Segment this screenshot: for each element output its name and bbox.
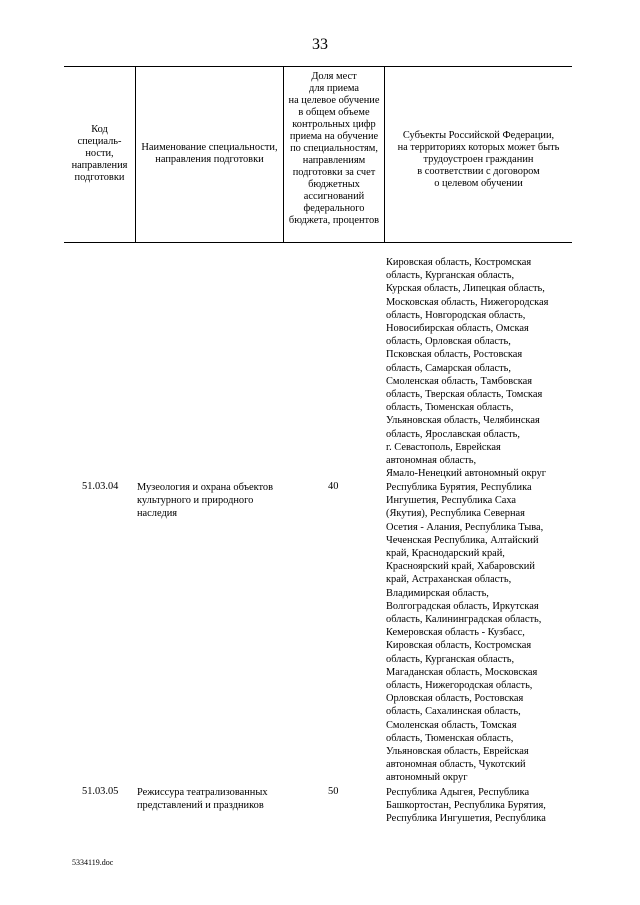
row-regions: Республика Адыгея, Республика Башкортостан, Республика Бурятия, Республика Ингушетия, Республика bbox=[386, 787, 546, 825]
table-header-bottom-border bbox=[64, 242, 572, 243]
row-code: 51.03.05 bbox=[82, 786, 119, 797]
row-percent: 40 bbox=[328, 481, 339, 492]
header-specialty-name: Наименование специальности, направления подготовки bbox=[141, 142, 278, 165]
header-share-percent: Доля мест для приема на целевое обучение в общем объеме контрольных цифр приема на обучение по специальностям, направлениям подготовки за счет бюджетных ассигнований федерального бюджета, процентов bbox=[288, 71, 380, 226]
header-regions: Субъекты Российской Федерации, на территориях которых может быть трудоустроен гражданин в соответствии с договором о целевом обучении bbox=[397, 130, 560, 189]
row-specialty-name: Музеология и охрана объектов культурного и природного наследия bbox=[137, 482, 274, 520]
footer-filename: 5334119.doc bbox=[72, 858, 114, 867]
row-specialty-name: Режиссура театрализованных представлений и праздников bbox=[137, 787, 268, 812]
header-code: Код специаль- ности, направления подготовки bbox=[71, 124, 128, 183]
continuation-regions: Кировская область, Костромская область, Курганская область, Курская область, Липецкая область, Московская область, Нижегородская область, Новгородская область, Новосибирская область, Омская область, Орловская область, Псковская область, Ростовская область, Самарская область, Смоленская область, Тамбовская область, Тверская область, Томская область, Тюменская область, Ульяновская область, Челябинская область, Ярославская область, г. Севастополь, Еврейская автономная область, Ямало-Ненецкий автономный округ bbox=[386, 257, 549, 480]
row-code: 51.03.04 bbox=[82, 481, 119, 492]
page-number: 33 bbox=[312, 36, 328, 53]
row-regions: Республика Бурятия, Республика Ингушетия, Республика Саха (Якутия), Республика Северная Осетия - Алания, Республика Тыва, Чеченская Республика, Алтайский край, Краснодарский край, Красноярский край, Хабаровский край, Астраханская область, Владимирская область, Волгоградская область, Иркутская область, Калининградская область, Кемеровская область - Кузбасс, Кировская область, Костромская область, Курганская область, Магаданская область, Московская область, Нижегородская область, Орловская область, Ростовская область, Сахалинская область, Смоленская область, Томская область, Тюменская область, Ульяновская область, Еврейская автономная область, Чукотский автономный округ bbox=[386, 482, 544, 784]
row-percent: 50 bbox=[328, 786, 339, 797]
table-top-border bbox=[64, 66, 572, 67]
